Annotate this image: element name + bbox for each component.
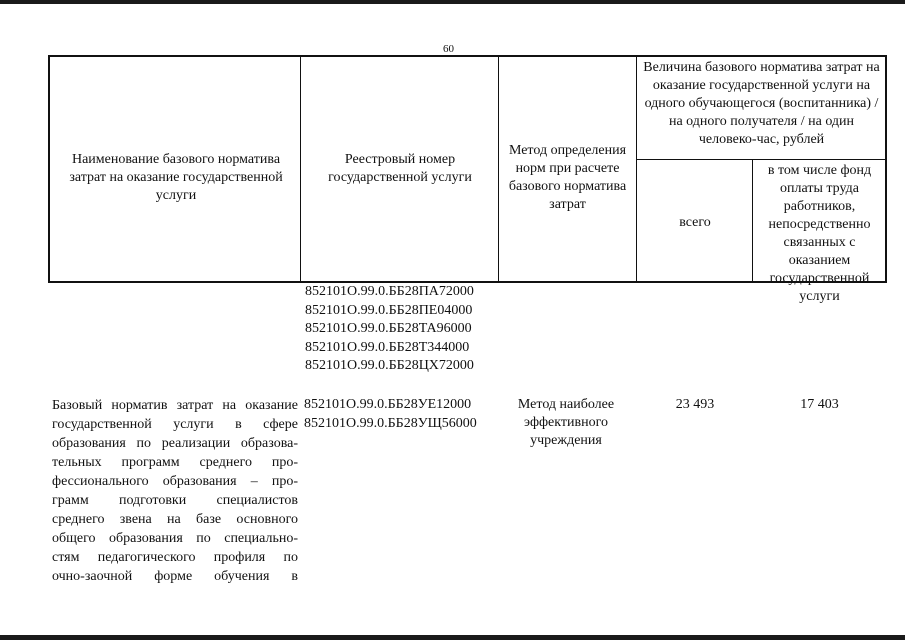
- row-norm-name-line: очно-заочной форме обучения в: [52, 569, 298, 584]
- header-name-column: Наименование базового норматива затрат на оказание государственной услуги: [69, 152, 283, 203]
- row-norm-name-line: образования по реализации образова-: [52, 436, 298, 451]
- row-norm-name-line: тельных программ среднего про-: [52, 455, 298, 470]
- row-total-value: 23 493: [675, 397, 715, 412]
- row-norm-name-line: фессионального образования – про-: [52, 474, 298, 489]
- col-divider-2: [498, 55, 499, 283]
- row-payroll-value: 17 403: [800, 397, 839, 412]
- page-number: 60: [443, 43, 454, 55]
- col-divider-1: [300, 55, 301, 283]
- registry-code: 852101О.99.0.ББ28УЩ56000: [304, 415, 477, 431]
- header-registry-number-column: Реестровый номер государственной услуги: [328, 152, 472, 185]
- header-method-column: Метод определения норм при расчете базового норматива затрат: [508, 143, 627, 212]
- row-norm-name-line: государственной услуги в сфере: [52, 417, 298, 432]
- row-registry-codes: [304, 396, 477, 433]
- row-norm-name-line: среднего звена на базе основного: [52, 512, 298, 527]
- registry-code: 852101О.99.0.ББ28ПА72000: [305, 284, 474, 299]
- scan-border-bottom: [0, 635, 905, 640]
- registry-code: 852101О.99.0.ББ28ЦХ72000: [305, 358, 474, 373]
- registry-code: 852101О.99.0.ББ28ПЕ04000: [305, 302, 473, 318]
- col-divider-right-edge: [885, 55, 887, 283]
- row-norm-name-line: грамм подготовки специалистов: [52, 493, 298, 508]
- row-norm-name-line: стям педагогического профиля по: [52, 550, 298, 565]
- header-payroll-column: в том числе фонд оплаты труда работников, непосредственно связанных с оказанием государственной услуги: [767, 163, 872, 304]
- col-divider-left-edge: [48, 55, 50, 283]
- header-base-norm-value-group: Величина базового норматива затрат на оказание государственной услуги на одного обучающегося (воспитанника) / на одного получателя / на один человеко-час, рублей: [643, 60, 880, 147]
- registry-code: 852101О.99.0.ББ28ТА96000: [305, 321, 472, 336]
- row-method: Метод наиболее эффективного учреждения: [517, 397, 615, 448]
- table-top-border: [48, 55, 887, 57]
- row-norm-name-line: Базовый норматив затрат на оказание: [52, 398, 298, 413]
- col-divider-4: [752, 159, 753, 283]
- scan-border-top: [0, 0, 905, 4]
- carryover-codes: [305, 283, 474, 376]
- registry-code: 852101О.99.0.ББ28УЕ12000: [304, 397, 472, 412]
- registry-code: 852101О.99.0.ББ28Т344000: [305, 339, 470, 355]
- header-subdivider: [637, 159, 887, 160]
- col-divider-3: [636, 55, 637, 283]
- header-total-column: всего: [679, 215, 711, 230]
- row-norm-name: [52, 396, 298, 586]
- row-norm-name-line: общего образования по специально-: [52, 531, 298, 546]
